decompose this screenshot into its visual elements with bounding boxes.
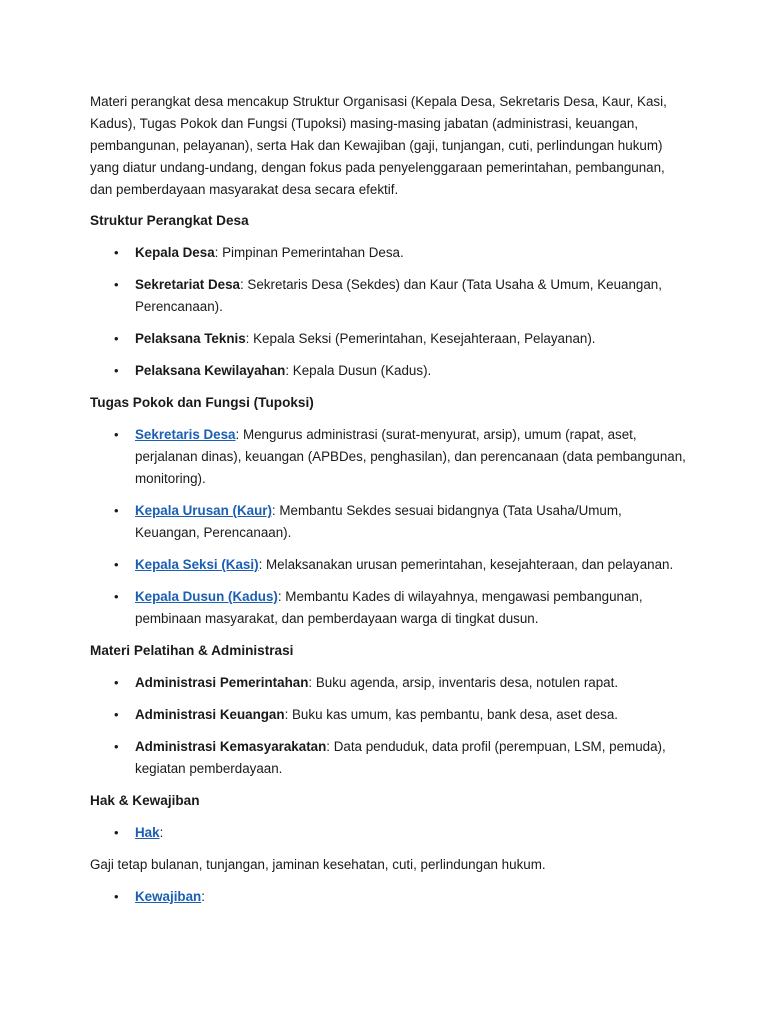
item-desc: : Buku kas umum, kas pembantu, bank desa, aset desa. xyxy=(284,707,619,722)
bullet-icon: • xyxy=(114,675,119,690)
link-sekretaris-desa[interactable]: Sekretaris Desa xyxy=(135,427,236,442)
heading-tupoksi: Tugas Pokok dan Fungsi (Tupoksi) xyxy=(90,395,314,410)
item-desc: : Melaksanakan urusan pemerintahan, kesejahteraan, dan pelayanan. xyxy=(258,557,674,572)
item-term: Sekretariat Desa xyxy=(135,277,240,292)
item-desc: : xyxy=(159,825,164,840)
list-item xyxy=(90,586,690,630)
list-item xyxy=(90,672,690,694)
item-desc: : Buku agenda, arsip, inventaris desa, notulen rapat. xyxy=(308,675,619,690)
bullet-icon: • xyxy=(114,557,119,572)
bullet-icon: • xyxy=(114,825,119,840)
item-desc: : Mengurus administrasi (surat-menyurat, arsip), umum (rapat, aset, perjalanan dinas), keuangan (APBDes, penghasilan), dan perencanaan (data pembangunan, monitoring). xyxy=(135,427,686,486)
bullet-icon: • xyxy=(114,245,119,260)
link-kewajiban[interactable]: Kewajiban xyxy=(135,889,202,904)
list-item xyxy=(90,424,690,490)
heading-materi-pelatihan: Materi Pelatihan & Administrasi xyxy=(90,643,294,658)
item-term: Kepala Desa xyxy=(135,245,215,260)
heading-hak-kewajiban: Hak & Kewajiban xyxy=(90,793,200,808)
document-content xyxy=(90,91,690,918)
bullet-icon: • xyxy=(114,739,119,754)
list-item xyxy=(90,328,690,350)
list-item xyxy=(90,554,690,576)
list-item xyxy=(90,886,690,908)
list-hak xyxy=(90,822,690,844)
item-desc: : Kepala Dusun (Kadus). xyxy=(285,363,432,378)
link-kepala-dusun[interactable]: Kepala Dusun (Kadus) xyxy=(135,589,278,604)
list-item xyxy=(90,704,690,726)
item-desc: : Kepala Seksi (Pemerintahan, Kesejahteraan, Pelayanan). xyxy=(245,331,596,346)
bullet-icon: • xyxy=(114,889,119,904)
item-desc: : xyxy=(201,889,205,904)
link-hak[interactable]: Hak xyxy=(135,825,160,840)
item-term: Administrasi Pemerintahan xyxy=(135,675,309,690)
bullet-icon: • xyxy=(114,331,119,346)
bullet-icon: • xyxy=(114,277,119,292)
list-item xyxy=(90,822,690,844)
list-item xyxy=(90,274,690,318)
list-item xyxy=(90,736,690,780)
bullet-icon: • xyxy=(114,503,119,518)
item-desc: : Pimpinan Pemerintahan Desa. xyxy=(214,245,404,260)
item-term: Pelaksana Teknis xyxy=(135,331,246,346)
item-desc: : Data penduduk, data profil (perempuan, LSM, pemuda), kegiatan pemberdayaan. xyxy=(135,739,666,776)
bullet-icon: • xyxy=(114,427,119,442)
list-item xyxy=(90,500,690,544)
list-materi-pelatihan xyxy=(90,672,690,780)
item-term: Administrasi Kemasyarakatan xyxy=(135,739,327,754)
list-struktur xyxy=(90,242,690,382)
intro-paragraph: Materi perangkat desa mencakup Struktur Organisasi (Kepala Desa, Sekretaris Desa, Kaur, Kasi, Kadus), Tugas Pokok dan Fungsi (Tupoksi) masing-masing jabatan (administrasi, keuangan, pembangunan, pelayanan), serta Hak dan Kewajiban (gaji, tunjangan, cuti, perlindungan hukum) yang diatur undang-undang, dengan fokus pada penyelenggaraan pemerintahan, pembangunan, dan pemberdayaan masyarakat desa secara efektif. xyxy=(90,94,667,197)
item-desc: : Membantu Kades di wilayahnya, mengawasi pembangunan, pembinaan masyarakat, dan pemberdayaan warga di tingkat dusun. xyxy=(135,589,643,626)
bullet-icon: • xyxy=(114,707,119,722)
link-kepala-urusan[interactable]: Kepala Urusan (Kaur) xyxy=(135,503,272,518)
bullet-icon: • xyxy=(114,363,119,378)
hak-paragraph: Gaji tetap bulanan, tunjangan, jaminan kesehatan, cuti, perlindungan hukum. xyxy=(90,857,546,872)
list-item xyxy=(90,360,690,382)
item-term: Pelaksana Kewilayahan xyxy=(135,363,286,378)
item-desc: : Membantu Sekdes sesuai bidangnya (Tata Usaha/Umum, Keuangan, Perencanaan). xyxy=(135,503,622,540)
list-kewajiban xyxy=(90,886,690,908)
list-tupoksi xyxy=(90,424,690,630)
bullet-icon: • xyxy=(114,589,119,604)
item-term: Administrasi Keuangan xyxy=(135,707,285,722)
item-desc: : Sekretaris Desa (Sekdes) dan Kaur (Tata Usaha & Umum, Keuangan, Perencanaan). xyxy=(135,277,662,314)
link-kepala-seksi[interactable]: Kepala Seksi (Kasi) xyxy=(135,557,259,572)
heading-struktur: Struktur Perangkat Desa xyxy=(90,213,249,228)
list-item xyxy=(90,242,690,264)
